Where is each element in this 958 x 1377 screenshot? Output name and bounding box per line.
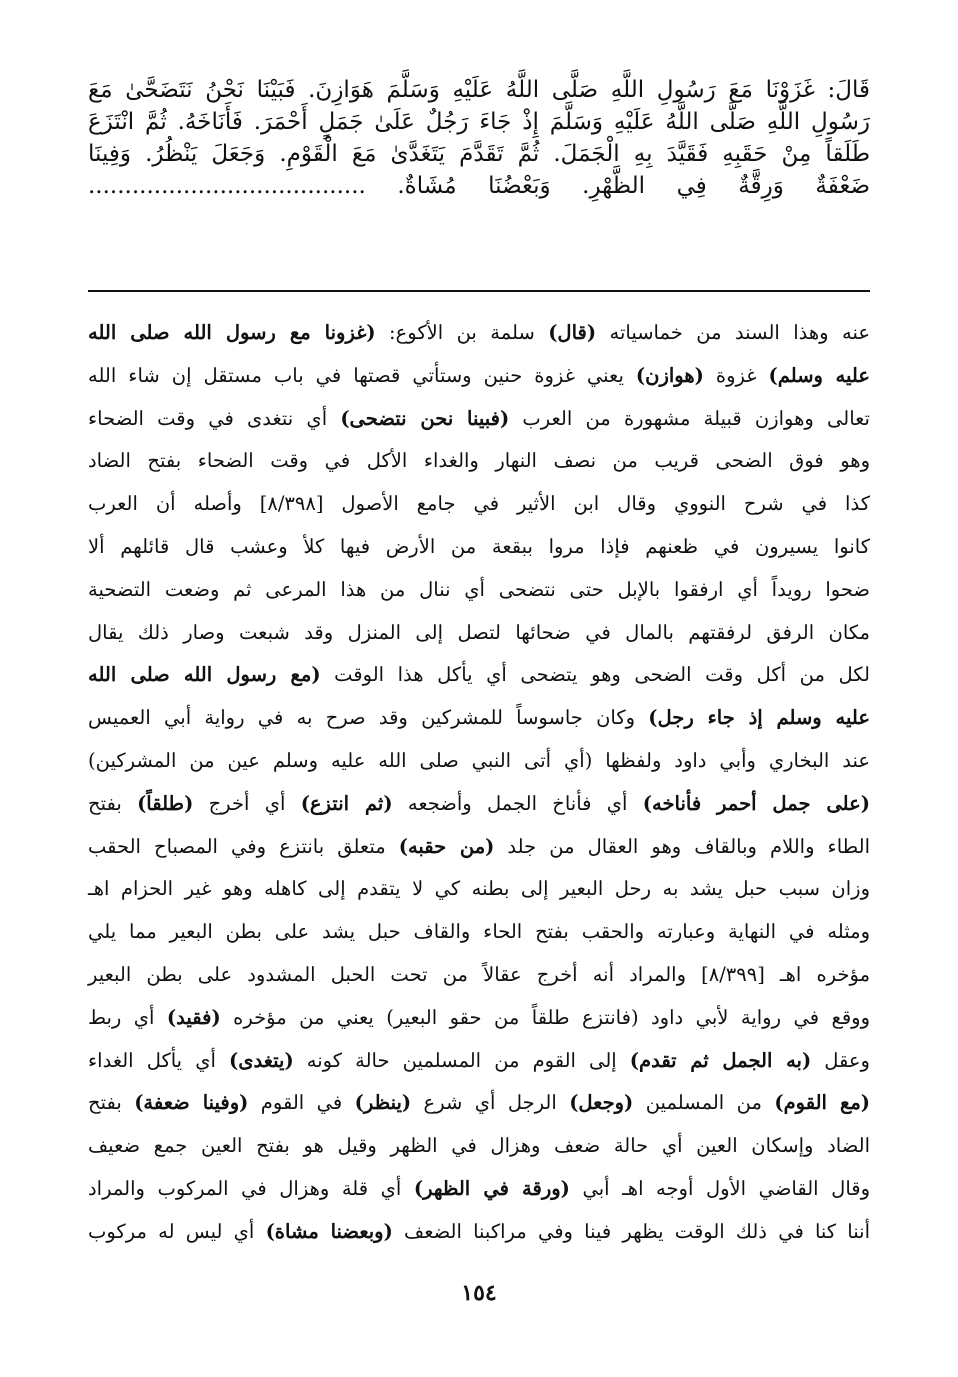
quoted-hadith-phrase: (ينظر): [354, 1091, 412, 1115]
quoted-hadith-phrase: عليه وسلم إذ جاء رجل): [648, 706, 870, 730]
quoted-hadith-phrase: (طلقاً): [137, 791, 194, 815]
hadith-text: [88, 74, 870, 202]
commentary-segment: أي يأكل الغداء: [88, 1048, 229, 1072]
commentary-line: [88, 954, 870, 997]
commentary-segment: وقال القاضي الأول أوجه اهـ أبي: [569, 1176, 870, 1200]
commentary-text: [88, 312, 870, 1254]
commentary-segment: عند البخاري وأبي داود ولفظها (أي أتى النبي صلى الله عليه وسلم عين من المشركين): [88, 748, 870, 772]
commentary-line: [88, 654, 870, 697]
commentary-segment: أننا كنا في ذلك الوقت يظهر فينا وفي مراكبنا الضعف: [392, 1219, 870, 1243]
hadith-line: رَسُولِ اللَّهِ صَلَّى اللَّهُ عَلَيْهِ وَسَلَّمَ إِذْ جَاءَ رَجُلٌ عَلَىٰ جَمَلٍ أَحْمَرَ. فَأَنَاخَهُ. ثُمَّ انْتَزَعَ: [88, 109, 870, 135]
commentary-line: [88, 783, 870, 826]
quoted-hadith-phrase: (ورقة في الظهر): [413, 1176, 570, 1200]
commentary-segment: تعالى وهوازن قبيلة مشهورة من العرب: [509, 406, 870, 430]
commentary-segment: من المسلمين: [633, 1091, 775, 1115]
commentary-segment: أي قلة وهزال في المركوب والمراد: [88, 1176, 414, 1200]
commentary-segment: وهو فوق الضحى قريب من نصف النهار والغداء الأكل في وقت الضحاء بفتح الضاد: [88, 449, 870, 473]
commentary-segment: ومثله في النهاية وعبارته والحقب بفتح الحاء والقاف حبل يشد على بطن البعير مما يلي: [88, 920, 870, 944]
quoted-hadith-phrase: (غزونا مع رسول الله صلى الله: [88, 321, 376, 344]
commentary-segment: يعني غزوة حنين وستأتي قصتها في باب مستقل إن شاء الله: [88, 363, 636, 387]
quoted-hadith-phrase: (قال): [548, 321, 597, 344]
commentary-segment: وعقل: [811, 1048, 870, 1072]
commentary-segment: مؤخره اهـ [٨/٣٩٩] والمراد أنه أخرج عقالاً من تحت الحبل المشدود على بطن البعير: [88, 962, 871, 986]
commentary-segment: كانوا يسيرون في ظعنهم فإذا مروا ببقعة من الأرض فيها كلأ وعشب قال قائلهم ألا: [88, 534, 870, 558]
commentary-segment: عنه وهذا السند من خماسياته: [596, 321, 870, 344]
quoted-hadith-phrase: (مع القوم): [774, 1091, 871, 1115]
commentary-segment: بفتح: [88, 1091, 135, 1115]
hadith-line: طَلَقاً مِنْ حَقَبِهِ فَقَيَّدَ بِهِ الْجَمَلَ. ثُمَّ تَقَدَّمَ يَتَغَدَّىٰ مَعَ الْقَوْمِ. وَجَعَلَ يَنْظُرُ. وَفِينَا: [88, 141, 870, 167]
commentary-segment: غزوة: [703, 363, 769, 387]
quoted-hadith-phrase: (من حقبه): [398, 834, 495, 858]
commentary-line: [88, 1082, 870, 1125]
commentary-line: [88, 911, 870, 954]
footnote-divider: [88, 290, 870, 292]
commentary-line: [88, 1125, 870, 1168]
commentary-line: [88, 997, 870, 1040]
commentary-line: [88, 398, 870, 441]
commentary-line: [88, 569, 870, 612]
commentary-segment: أي فأناخ الجمل وأضجعه: [392, 791, 643, 815]
commentary-segment: ووقع في رواية لأبي داود (فانتزع طلقاً من حقو البعير) يعني من مؤخره: [220, 1005, 870, 1029]
quoted-hadith-phrase: (فبينا نحن نتضحى): [340, 406, 510, 430]
quoted-hadith-phrase: (على جمل أحمر فأناخه): [642, 791, 870, 815]
quoted-hadith-phrase: (يتغدى): [229, 1048, 294, 1072]
commentary-segment: مكان الرفق لرفقتهم بالمال في ضحائها لتصل إلى المنزل وقد شبعت وصار ذلك يقال: [88, 620, 870, 644]
commentary-segment: متعلق بانتزع وفي المصباح الحقب: [88, 834, 399, 858]
commentary-line: [88, 1211, 870, 1254]
quoted-hadith-phrase: (ثم انتزع): [300, 791, 393, 815]
commentary-segment: سلمة بن الأكوع:: [375, 321, 549, 344]
quoted-hadith-phrase: (وجعل): [569, 1091, 634, 1115]
commentary-segment: أي ربط: [88, 1005, 167, 1029]
commentary-line: [88, 440, 870, 483]
commentary-line: [88, 483, 870, 526]
hadith-line: ضَعْفَةٌ وَرِقَّةٌ فِي الظَّهْرِ. وَبَعْضُنَا مُشَاةٌ. ......................................: [88, 173, 870, 199]
commentary-line: [88, 868, 870, 911]
commentary-segment: الطاء واللام وبالقاف وهو العقال من جلد: [494, 834, 870, 858]
commentary-segment: كذا في شرح النووي وقال ابن الأثير في جامع الأصول [٨/٣٩٨] وأصله أن العرب: [88, 492, 870, 516]
quoted-hadith-phrase: (وفينا ضعفة): [134, 1091, 249, 1115]
quoted-hadith-phrase: عليه وسلم): [768, 363, 870, 387]
commentary-line: [88, 1040, 870, 1083]
commentary-segment: ضحوا رويداً أي ارفقوا بالإبل حتى نتضحى أي ننال من هذا المرعى ثم وضعت التضحية: [88, 577, 870, 601]
commentary-segment: الرجل أي شرع: [411, 1091, 570, 1115]
quoted-hadith-phrase: (به الجمل ثم تقدم): [629, 1048, 812, 1072]
commentary-line: [88, 697, 870, 740]
commentary-segment: إلى القوم من المسلمين حالة كونه: [293, 1048, 630, 1072]
page-number: ١٥٤: [461, 1280, 497, 1306]
commentary-line: [88, 826, 870, 869]
quoted-hadith-phrase: (هوازن): [635, 363, 704, 387]
commentary-segment: في القوم: [248, 1091, 355, 1115]
commentary-line: [88, 312, 870, 355]
commentary-segment: وكان جاسوساً للمشركين وقد صرح به في رواية أبي العميس: [88, 706, 649, 730]
commentary-line: [88, 355, 870, 398]
commentary-line: [88, 526, 870, 569]
commentary-segment: وزان سبب حبل يشد به رحل البعير إلى بطنه كي لا يتقدم إلى كاهله وهو غير الحزام اهـ: [88, 877, 870, 901]
commentary-segment: بفتح: [88, 791, 138, 815]
commentary-segment: لكل من أكل وقت الضحى وهو يتضحى أي يأكل هذا الوقت: [320, 663, 870, 687]
quoted-hadith-phrase: (مع رسول الله صلى الله: [88, 663, 321, 687]
commentary-segment: أي أخرج: [193, 791, 301, 815]
commentary-line: [88, 740, 870, 783]
commentary-segment: الضاد وإسكان العين أي حالة ضعف وهزال في الظهر وقيل هو بفتح العين جمع ضعيف: [88, 1134, 870, 1158]
quoted-hadith-phrase: (فقيد): [166, 1005, 221, 1029]
commentary-line: [88, 612, 870, 655]
hadith-line: قَالَ: غَزَوْنَا مَعَ رَسُولِ اللَّهِ صَلَّى اللَّهُ عَلَيْهِ وَسَلَّمَ هَوَازِنَ. فَبَيْنَا نَحْنُ نَتَضَحَّىٰ مَعَ: [88, 77, 870, 103]
commentary-segment: أي نتغدى في وقت الضحاء: [88, 406, 341, 430]
commentary-line: [88, 1168, 870, 1211]
quoted-hadith-phrase: (وبعضنا مشاة): [265, 1219, 393, 1243]
commentary-segment: أي ليس له مركوب: [88, 1219, 266, 1243]
